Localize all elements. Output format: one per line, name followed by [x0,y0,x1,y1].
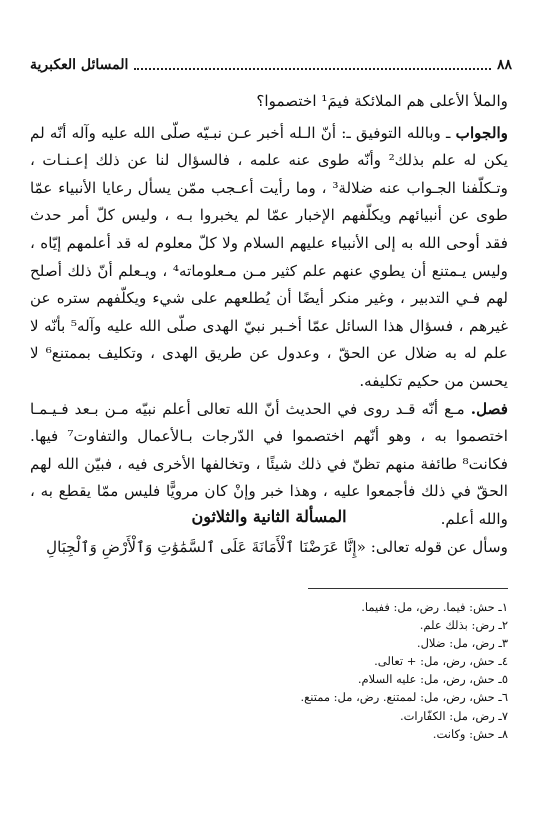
footnote: ٤ـ حش، رض، مل: + تعالى. [374,654,508,669]
fasl-lead: فصل. [470,399,509,418]
main-text [30,88,508,534]
fasl-text: مـع أنّه قـد روى في الحديث أنّ الله تعالى أعلم نبيّه مـن بـعد فـيـمـا اختصموا به ، وهو أنّهم اختصموا في الدّرجات بـالأعمال والتفاوت⁷ فيها. فكانت⁸ طائفة منهم تظنّ في ذلك شيئًا ، وتخالفها الأخرى فيه ، فبيّن الله لهم الحقّ في ذلك فأجمعوا عليه ، وهذا خبر وإنْ كان مرويًّا فليس ممّا يقطع به ، والله أعلم. [30,399,508,528]
footnote: ٧ـ رض، مل: الكفّارات. [399,708,508,723]
footnote: ١ـ حش: فيما. رض، مل: ففيما. [361,600,508,614]
question-line: وسأل عن قوله تعالى: «إِنَّا عَرَضْنَا ٱلْأَمَانَةَ عَلَى ٱلسَّمَٰوَٰتِ وَٱلْأَرْضِ وَٱلْجِبَالِ [46,538,508,556]
answer-text: ـ وبالله التوفيق ـ: أنّ الـله أخبر عـن نبـيّه صلّى الله عليه وآله أنّه لم يكن له علم بذلك² وأنّه طوى عنه علمه ، فالسؤال لنا عن ذلك إعـنـات ، وتـكلّفنا الجـواب عنه ضلالة³ ، وما رأيت أعـجب ممّن يسأل رعايا الأنبياء عمّا طوى عن أنبيائهم ويكلّفهم الإخبار عمّا لم يخبروا بـه ، وليس كلّ أمر حدث فقد أوحى الله به إلى الأنبياء عليهم السلام ولا كلّ معلوم له قد أعلمهم إيّاه ، وليس يـمتنع أن يطوي عنهم علم كثير مـن مـعلوماته⁴ ، ويـعلم أنّ ذلك أصلح لهم فـي التدبير ، وغير منكر أيضًا أن يُطلعهم على شيء ويكلّفهم ستره عن غيرهم ، فسؤال هذا السائل عمّا أخـبر نبيّ الهدى صلّى الله عليه وآله⁵ بأنّه لا علم له به ضلال عن الحقّ ، وعدول عن طريق الهدى ، وتكليف بممتنع⁶ لا يحسن من حكيم تكليفه. [30,123,509,390]
footnote: ٨ـ حش: وكانت. [432,726,508,741]
footnote: ٢ـ رض: بذلك علم. [419,618,508,633]
footnote: ٦ـ حش، رض، مل: لممتنع. رض، مل: ممتنع. [300,690,508,705]
header-dotted-rule [134,68,491,70]
intro-line: والملأ الأعلى هم الملائكة فيمَ¹ اختصموا؟ [256,92,508,110]
footnotes [301,598,509,743]
running-title: المسائل العكبرية [30,57,129,73]
footnote: ٥ـ حش، رض، مل: عليه السلام. [357,672,508,687]
answer-paragraph [30,120,508,396]
page-number: ٨٨ [496,57,512,73]
running-header [30,52,512,78]
answer-lead: والجواب [455,123,509,142]
footnote-divider [308,588,508,589]
section-title: المسألة الثانية والثلاثون [191,507,347,526]
footnote: ٣ـ رض، مل: ضلال. [416,636,508,651]
